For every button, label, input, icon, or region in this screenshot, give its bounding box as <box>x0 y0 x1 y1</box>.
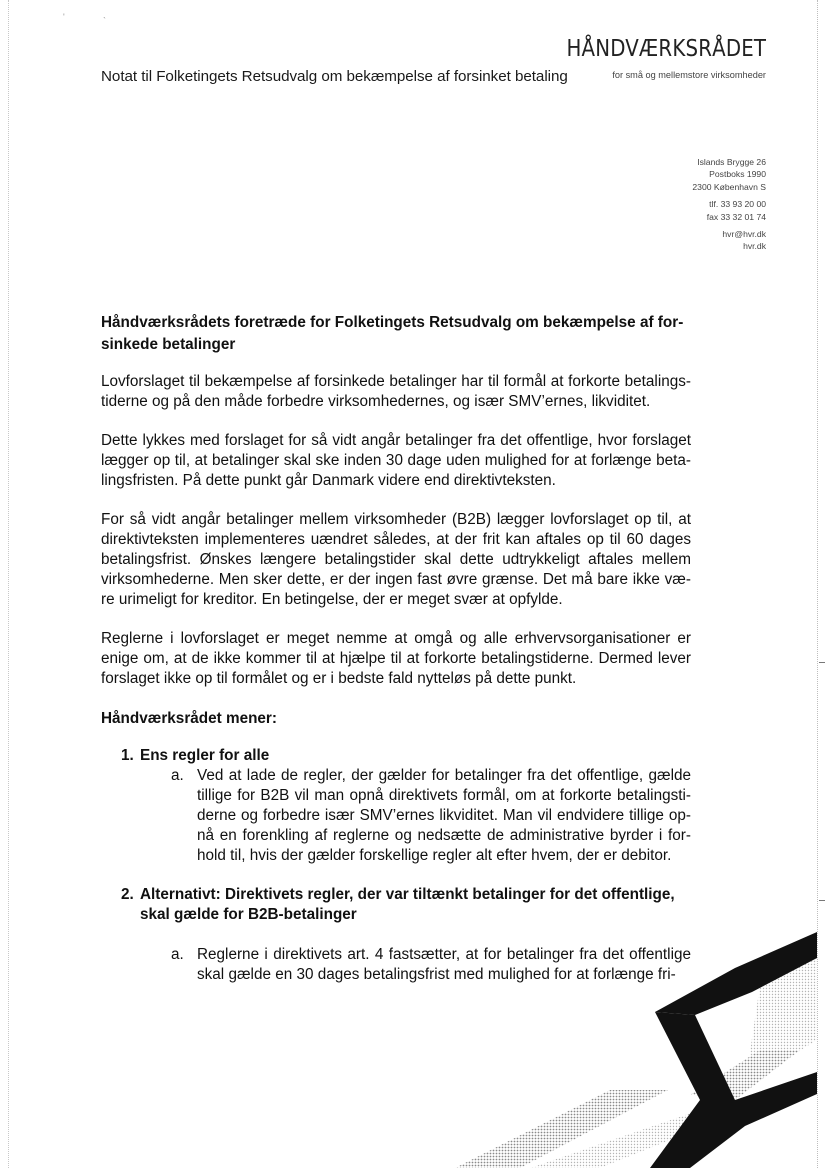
address-email[interactable]: hvr@hvr.dk <box>722 229 766 240</box>
address-web[interactable]: hvr.dk <box>743 241 766 252</box>
paragraph-2: Dette lykkes med forslaget for så vidt angår betalinger fra det offentlige, hvor forslaget lægger op til, at betalinger skal ske inden 30 dage uden mulighed for at forlænge betalingsfristen. På dette punkt går Danmark videre end direktivteksten. <box>101 432 691 489</box>
sub-marker: a. <box>171 946 184 963</box>
paragraph-1: Lovforslaget til bekæmpelse af forsinkede betalinger har til formål at forkorte betalingstiderne og på den måde forbedre virksomhedernes, og især SMV’ernes, likviditet. <box>101 373 691 410</box>
paragraph-3: For så vidt angår betalinger mellem virksomheder (B2B) lægger lovforslaget op til, at direktivteksten implementeres uændret således, at der frit kan aftales op til 60 dages betalingsfrist. Ønskes længere betalingstider skal dette udtrykkeligt aftales mellem virksomhederne. Men sker dette, er der ingen fast øvre grænse. Det må bare ikke være urimeligt for kreditor. En betingelse, der er meget svær at opfylde. <box>101 511 691 608</box>
address-city: 2300 København S <box>692 181 766 192</box>
list-item-heading: Ens regler for alle <box>140 747 270 764</box>
opinion-heading: Håndværksrådet mener: <box>101 710 277 727</box>
address-street: Islands Brygge 26 <box>697 157 766 167</box>
scan-speck: ' <box>63 12 65 22</box>
address-phone: tlf. 33 93 20 00 <box>709 199 766 210</box>
scan-speck: ` <box>103 16 106 26</box>
address-pobox: Postboks 1990 <box>709 169 766 180</box>
stripe-grey-long <box>455 1090 668 1168</box>
header-note: Notat til Folketingets Retsudvalg om bekæmpelse af forsinket betaling <box>101 68 568 85</box>
sub-item-text: Reglerne i direktivets art. 4 fastsætter, at for betalinger fra det offentlige skal gælde en 30 dages betalingsfrist med mulighed for at forlænge fri- <box>197 946 691 983</box>
document-title: Håndværksrådets foretræde for Folketingets Retsudvalg om bekæmpelse af forsinkede betalinger <box>101 314 684 353</box>
list-number: 1. <box>121 747 134 764</box>
sub-marker: a. <box>171 767 184 784</box>
address-fax: fax 33 32 01 74 <box>706 211 766 222</box>
list-item-heading: Alternativt: Direktivets regler, der var tiltænkt betalinger for det offentlige, skal gælde for B2B-betalinger <box>140 886 675 923</box>
logo-tagline: for små og mellemstore virksomheder <box>612 70 766 80</box>
list-number: 2. <box>121 886 134 903</box>
stripe-black-diagonal <box>655 1012 735 1100</box>
sub-item-text: Ved at lade de regler, der gælder for betalinger fra det offentlige, gælde tillige for B2B vil man opnå direktivets formål, om at forkorte betalingstiderne og forbedre især SMV’ernes likviditet. Man vil endvidere tillige opnå en forenkling af reglerne og nedsætte de administrative byrder i forhold til, hvis der gælder forskellige regler alt efter hvem, der er debitor. <box>197 767 691 864</box>
logo-wordmark: HÅNDVÆRKSRÅDET <box>566 36 766 62</box>
paragraph-4: Reglerne i lovforslaget er meget nemme at omgå og alle erhvervsorganisationer er enige om, at de ikke kommer til at hjælpe til at forkorte betalingstiderne. Dermed lever forslaget ikke op til formålet og er i bedste fald nytteløs på dette punkt. <box>101 630 691 687</box>
